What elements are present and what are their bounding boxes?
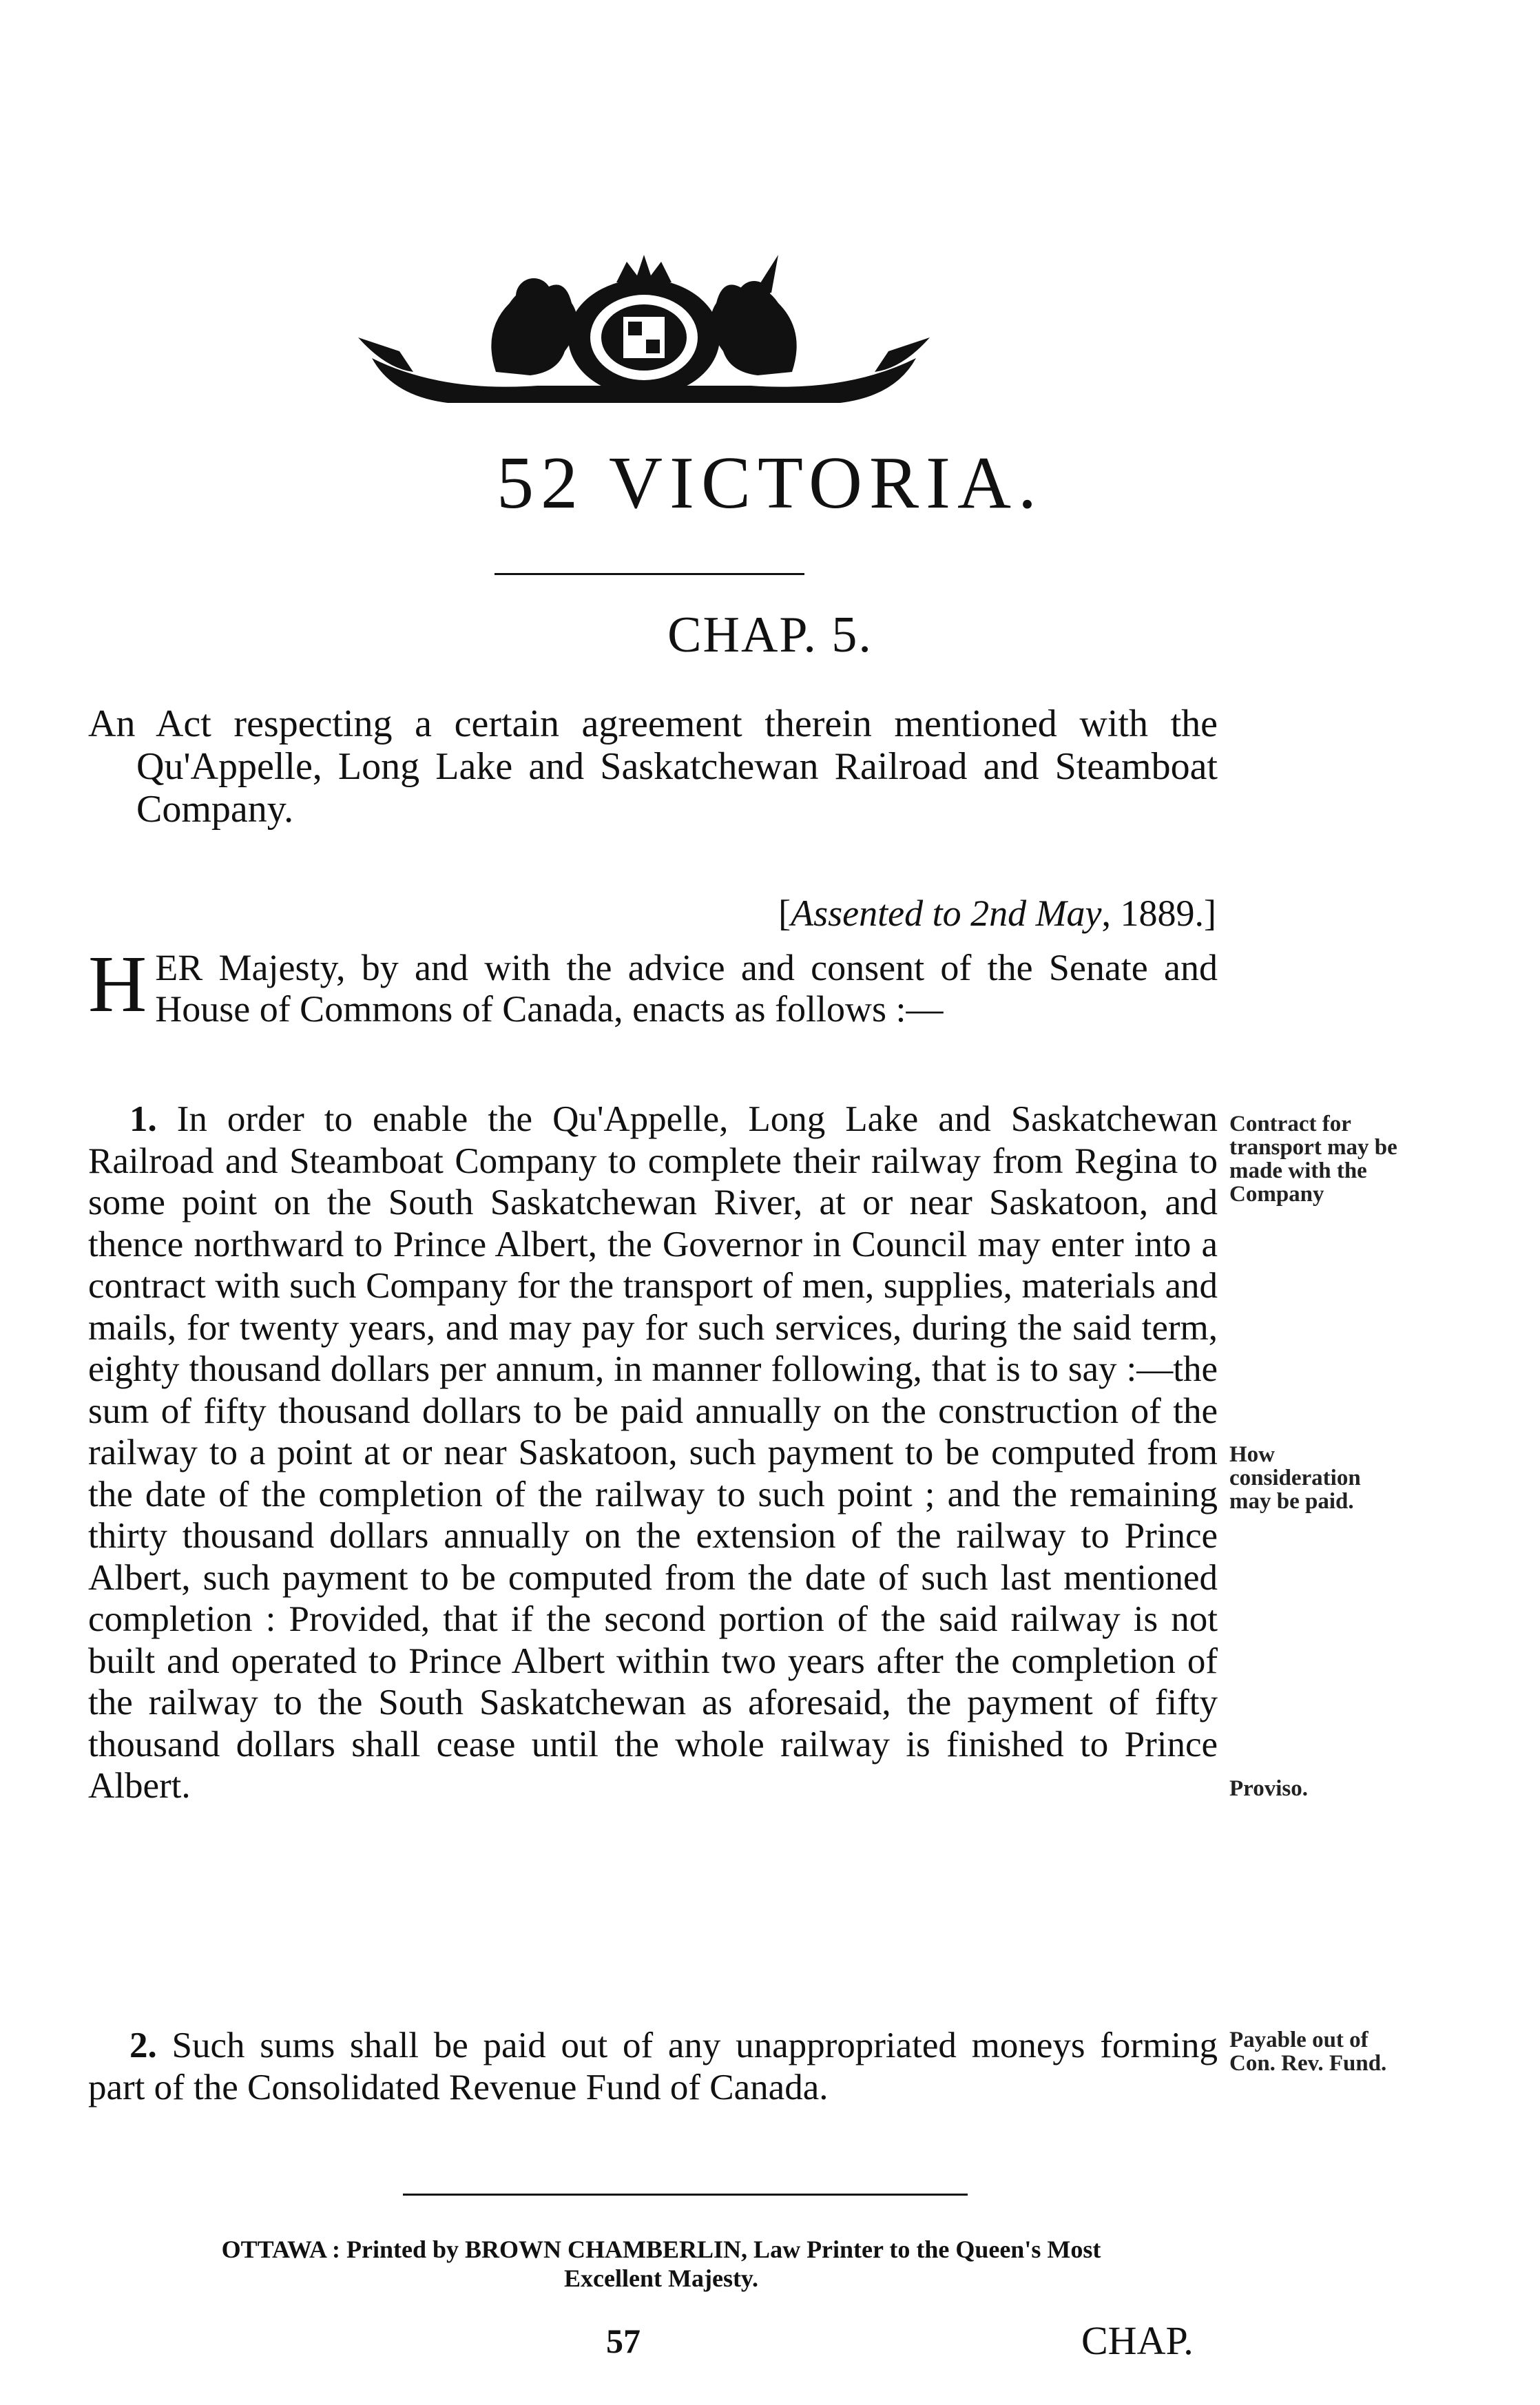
heading-divider	[495, 573, 804, 575]
imprint-line-2: Excellent Majesty.	[564, 2265, 758, 2292]
section-1	[88, 1099, 1218, 1807]
section-2	[88, 2025, 1218, 2108]
printer-imprint	[117, 2235, 1205, 2293]
section-number: 1.	[129, 1099, 157, 1139]
margin-note-proviso: Proviso.	[1229, 1776, 1308, 1801]
enacting-clause	[88, 939, 1218, 1030]
drop-cap: H	[88, 939, 147, 1029]
assent-open: [	[778, 893, 791, 934]
margin-note-payable: Payable out of Con. Rev. Fund.	[1229, 2028, 1387, 2076]
catchword: CHAP.	[1081, 2318, 1194, 2363]
margin-note-contract: Contract for transport may be made with the Company	[1229, 1112, 1397, 1207]
reign-heading: 52 VICTORIA.	[496, 442, 1044, 524]
imprint-line-1: OTTAWA : Printed by BROWN CHAMBERLIN, Law Printer to the Queen's Most	[221, 2236, 1101, 2263]
assent-italic: Assented to 2nd May	[791, 893, 1102, 934]
enacting-text: ER Majesty, by and with the advice and consent of the Senate and House of Commons of Canada, enacts as follows :—	[155, 947, 1218, 1030]
section-number: 2.	[129, 2026, 157, 2065]
assent-year: , 1889.]	[1101, 893, 1216, 934]
section-text: Such sums shall be paid out of any unappropriated moneys forming part of the Consolidated Revenue Fund of Canada.	[88, 2026, 1218, 2107]
footer-divider	[403, 2194, 968, 2196]
page-number: 57	[606, 2322, 641, 2360]
chapter-heading: CHAP. 5.	[667, 607, 873, 663]
act-title: An Act respecting a certain agreement therein mentioned with the Qu'Appelle, Long Lake and Saskatchewan Railroad and Steamboat Company.	[88, 702, 1218, 831]
section-text: In order to enable the Qu'Appelle, Long Lake and Saskatchewan Railroad and Steamboat Company to complete their railway from Regina to some point on the South Saskatchewan River, at or near Saskatoon, and thence northward to Prince Albert, the Governor in Council may enter into a contract with such Company for the transport of men, supplies, materials and mails, for twenty years, and may pay for such services, during the said term, eighty thousand dollars per annum, in manner following, that is to say :—the sum of fifty thousand dollars to be paid annually on the construction of the railway to a point at or near Saskatoon, such payment to be computed from the date of the completion of the railway to such point ; and the remaining thirty thousand dollars annually on the extension of the railway to Prince Albert, such payment to be computed from the date of such last mentioned completion : Provided, that if the second portion of the said railway is not built and operated to Prince Albert within two years after the completion of the railway to the South Saskatchewan as aforesaid, the payment of fifty thousand dollars shall cease until the whole railway is finished to Prince Albert.	[88, 1099, 1218, 1806]
margin-note-consideration: How consideration may be paid.	[1229, 1442, 1361, 1514]
assent-date	[778, 892, 1216, 935]
royal-coat-of-arms-emblem	[358, 255, 930, 413]
